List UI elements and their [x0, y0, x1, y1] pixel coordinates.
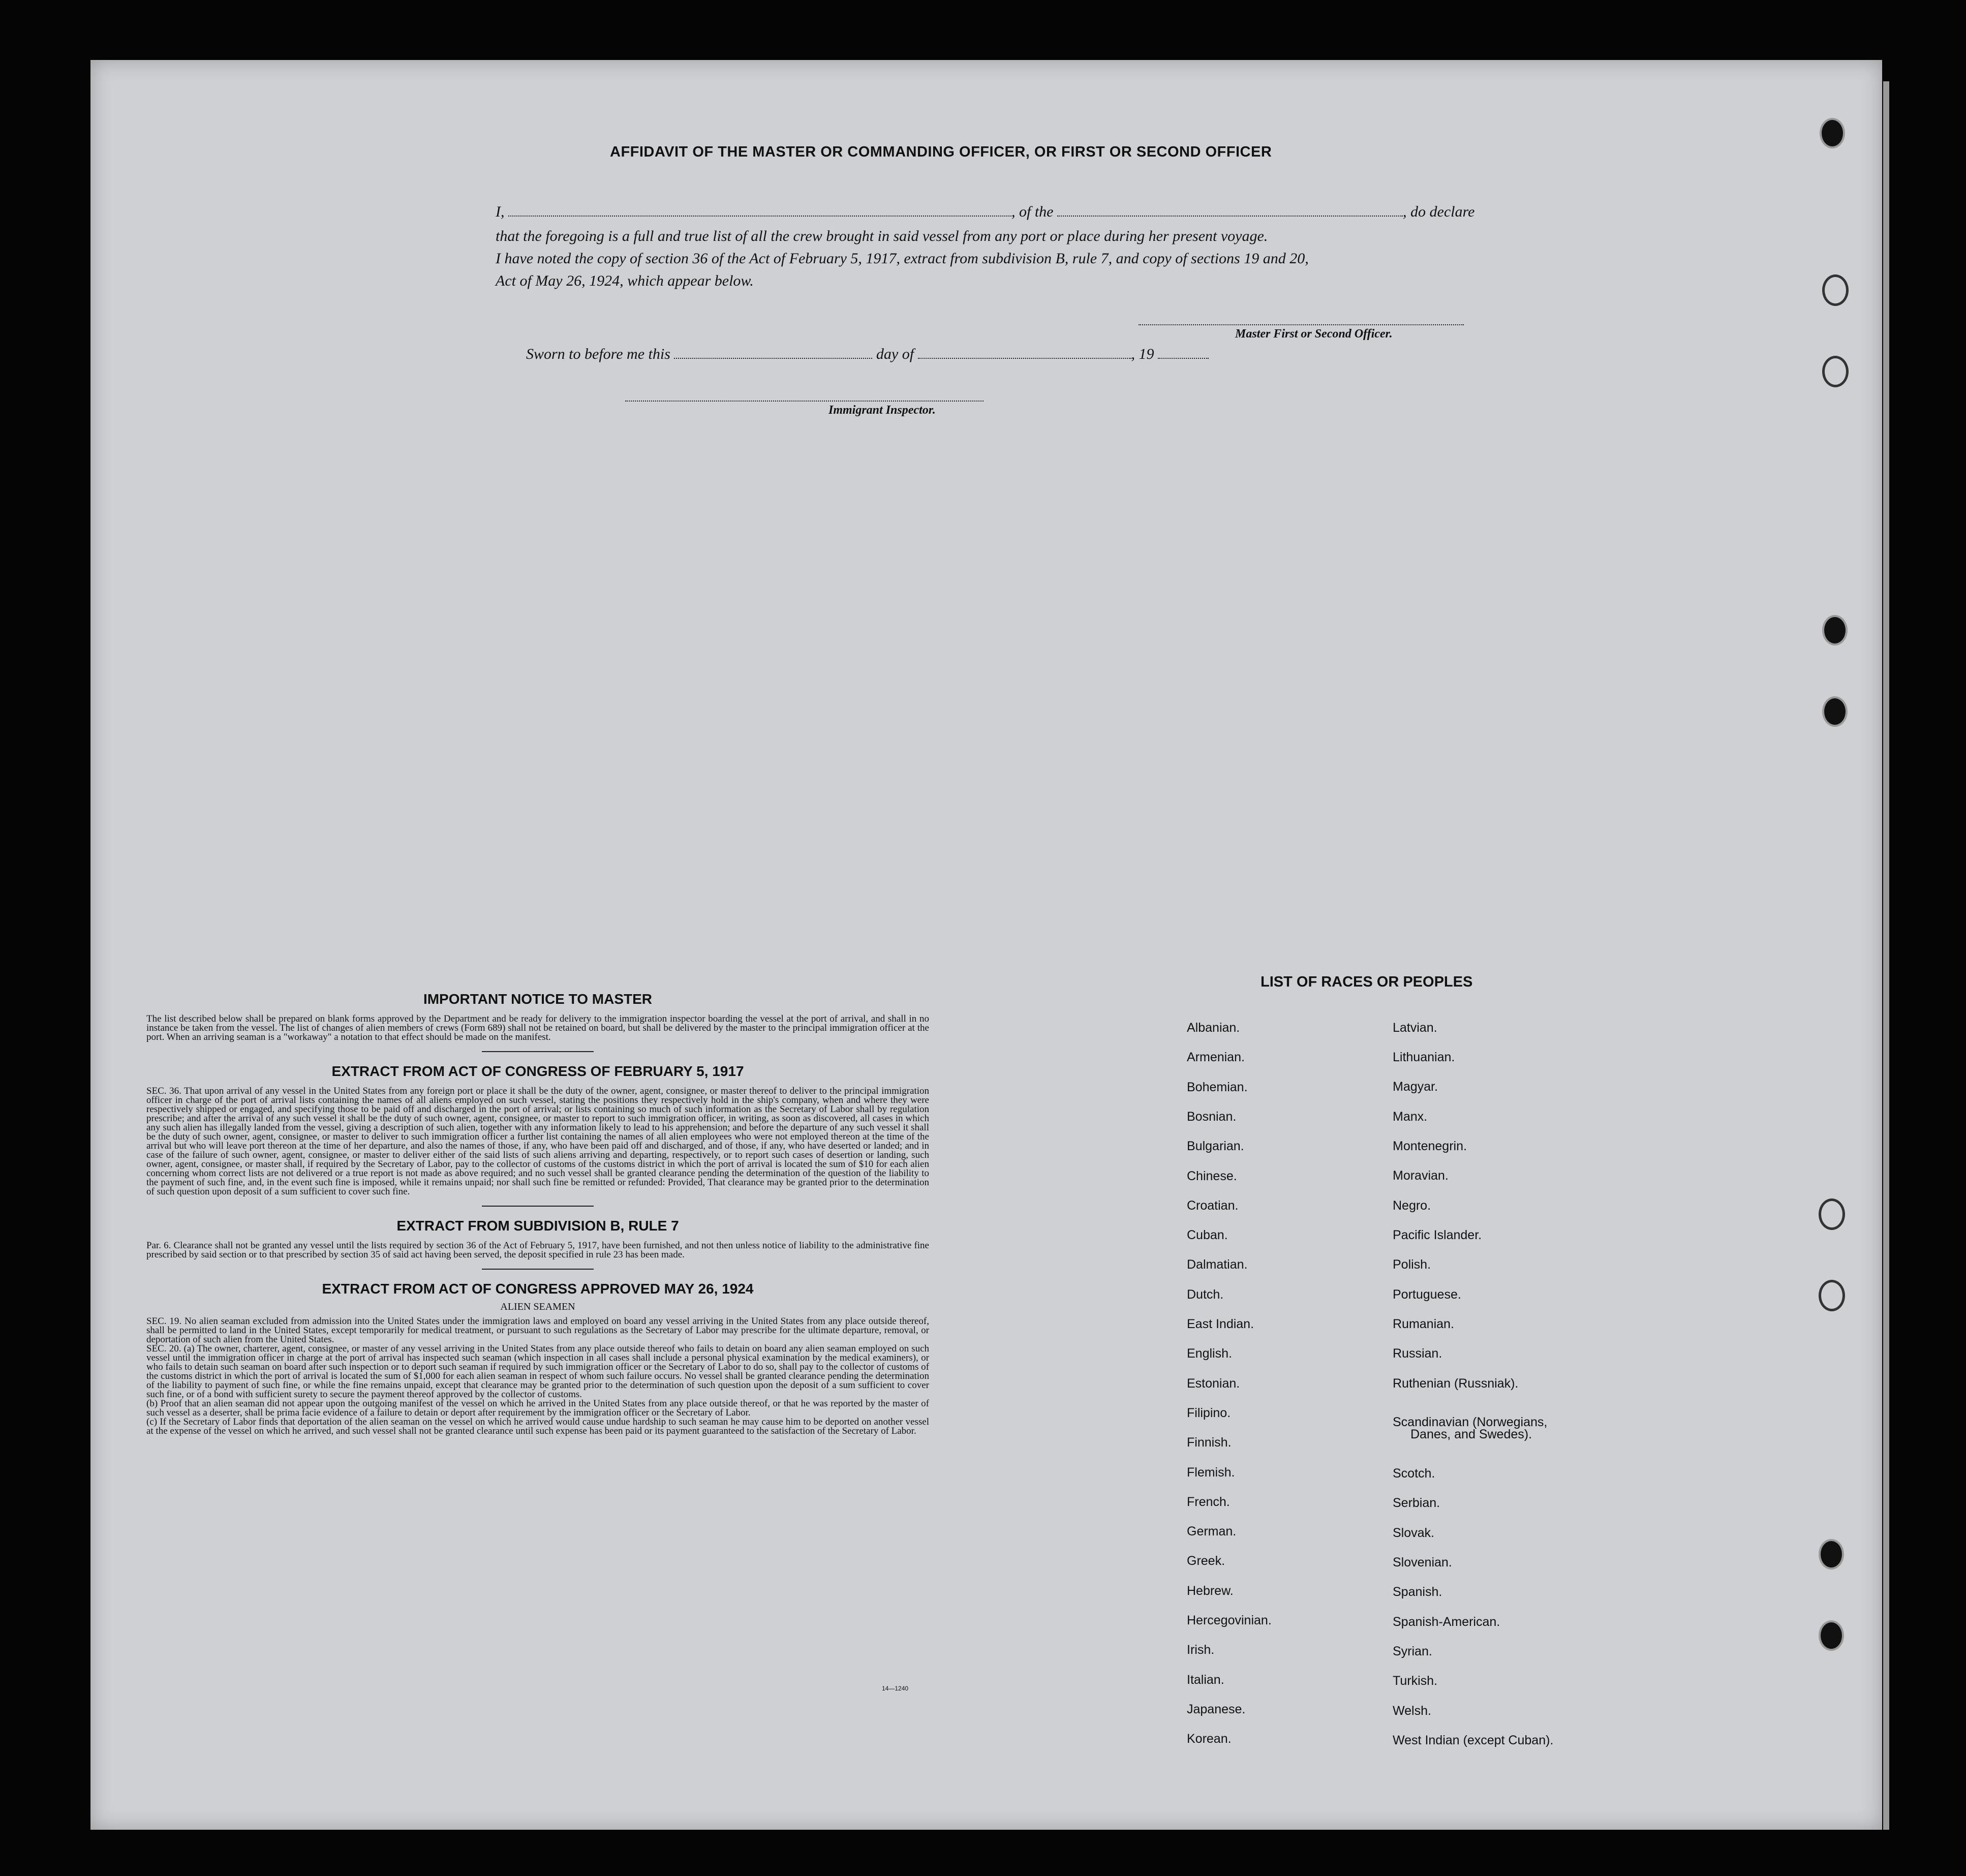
race-item: Russian.	[1393, 1346, 1442, 1361]
sworn-line	[526, 346, 1209, 363]
race-item: Scandinavian (Norwegians,	[1393, 1415, 1548, 1429]
sworn-year-label: , 19	[1131, 346, 1154, 362]
punch-hole-7	[1819, 1280, 1845, 1311]
race-item: Albanian.	[1187, 1021, 1240, 1035]
race-item: Slovenian.	[1393, 1555, 1452, 1570]
sec20c-text: (c) If the Secretary of Labor finds that deportation of the alien seaman on the vessel on which he arrived would cause undue hardship to such seaman he may cause him to be deported on another vessel at the expense of the vessel on which he arrived, and such vessel shall not be granted clearance until such expense has been paid or its payment guaranteed to the satisfaction of the Secretary of Labor.	[146, 1417, 929, 1436]
punch-hole-9	[1819, 1620, 1844, 1651]
race-item: Welsh.	[1393, 1704, 1431, 1718]
race-item: Rumanian.	[1393, 1317, 1454, 1331]
race-item: Hercegovinian.	[1187, 1613, 1272, 1627]
race-item: Flemish.	[1187, 1465, 1235, 1480]
punch-hole-8	[1819, 1539, 1844, 1570]
inspector-signature-label: Immigrant Inspector.	[828, 404, 936, 417]
vessel-blank[interactable]	[1057, 206, 1403, 217]
race-item: Portuguese.	[1393, 1287, 1461, 1302]
divider	[482, 1206, 594, 1207]
affidavit-line-3: I have noted the copy of section 36 of the Act of February 5, 1917, extract from subdivision B, rule 7, and copy of sections 19 and 20,	[496, 250, 1309, 267]
extract-1917-title: EXTRACT FROM ACT OF CONGRESS OF FEBRUARY 5, 1917	[331, 1063, 744, 1079]
race-item: Negro.	[1393, 1198, 1431, 1213]
race-item: German.	[1187, 1524, 1237, 1539]
race-item: Montenegrin.	[1393, 1139, 1467, 1153]
race-item: Irish.	[1187, 1643, 1215, 1657]
race-item: Greek.	[1187, 1554, 1225, 1569]
race-item: English.	[1187, 1346, 1232, 1361]
race-item: East Indian.	[1187, 1317, 1254, 1331]
race-item: Spanish-American.	[1393, 1615, 1500, 1629]
affidavit-declaration-line	[496, 203, 1474, 221]
notice-title: IMPORTANT NOTICE TO MASTER	[423, 991, 653, 1007]
sworn-prefix: Sworn to before me this	[526, 346, 670, 362]
extract-1917-body: SEC. 36. That upon arrival of any vessel in the United States from any foreign port or place it shall be the duty of the owner, agent, consignee, or master thereof to deliver to the principal immigration officer in charge of the port of arrival lists containing the names of all aliens employed on such vessel, stating the positions they respectively hold in the ship's company, when and where they were respectively shipped or engaged, and specifying those to be paid off and discharged in the port of arrival; or lists containing so much of such information as the Secretary of Labor shall by regulation prescribe; and after the arrival of any such vessel it shall be the duty of such owner, agent, consignee, or master to report to such immigration officer, in writing, as soon as discovered, all cases in which any such alien has illegally landed from the vessel, giving a description of such alien, together with any information likely to lead to his apprehension; and before the departure of any such vessel it shall be the duty of such owner, agent, consignee, or master to deliver to such immigration officer a further list containing the names of all alien employees who were not employed thereon at the time of the arrival but who will leave port thereon at the time of her departure, and also the names of those, if any, who have been paid off and discharged, and of those, if any, who have deserted or landed; and in case of the failure of such owner, agent, consignee, or master to deliver either of the said lists of such aliens arriving and departing, respectively, or to report such cases of desertion or landing, such owner, agent, consignee, or master shall, if required by the Secretary of Labor, pay to the collector of customs of the customs district in which the port of arrival is located the sum of $10 for each alien concerning whom correct lists are not delivered or a true report is not made as above required; and no such vessel shall be granted clearance pending the determination of the question of the liability to the payment of such fine, and, in the event such fine is imposed, while it remains unpaid; nor shall such fine be remitted or refunded: Provided, That clearance may be granted prior to the determination of such question upon deposit of a sum sufficient to cover such fine.	[146, 1086, 929, 1197]
race-item: Finnish.	[1187, 1435, 1232, 1450]
name-blank[interactable]	[508, 206, 1011, 217]
sworn-year-blank[interactable]	[1158, 349, 1209, 359]
extract-rule7-title: EXTRACT FROM SUBDIVISION B, RULE 7	[396, 1218, 679, 1234]
extract-rule7-body: Par. 6. Clearance shall not be granted any vessel until the lists required by section 36 of the Act of February 5, 1917, have been furnished, and not then unless notice of liability to the administrative fine prescribed by said section or to that prescribed by section 35 of said act having been served, the deposit specified in rule 23 has been made.	[146, 1240, 929, 1260]
race-item: Dalmatian.	[1187, 1257, 1248, 1272]
race-item: Ruthenian (Russniak).	[1393, 1376, 1519, 1391]
affidavit-i-label: I,	[496, 203, 505, 220]
race-item: Japanese.	[1187, 1702, 1246, 1716]
master-signature-label: Master First or Second Officer.	[1235, 327, 1393, 341]
race-scandinavian-line-2: Danes, and Swedes).	[1410, 1427, 1532, 1441]
do-declare-label: , do declare	[1403, 203, 1475, 220]
divider	[482, 1051, 594, 1052]
race-item: West Indian (except Cuban).	[1393, 1733, 1554, 1747]
sworn-day-blank[interactable]	[674, 349, 872, 359]
affidavit-line-2: that the foregoing is a full and true list of all the crew brought in said vessel from any port or place during her present voyage.	[496, 228, 1268, 244]
race-item: Lithuanian.	[1393, 1050, 1455, 1064]
punch-hole-1	[1820, 118, 1845, 148]
sworn-day-of: day of	[876, 346, 914, 362]
race-item: Scotch.	[1393, 1466, 1435, 1481]
race-item: Pacific Islander.	[1393, 1228, 1482, 1242]
race-item: Slovak.	[1393, 1526, 1434, 1540]
race-item: Turkish.	[1393, 1674, 1437, 1688]
race-item: Syrian.	[1393, 1644, 1432, 1658]
race-item: Italian.	[1187, 1672, 1224, 1687]
race-item: Latvian.	[1393, 1021, 1437, 1035]
race-item: Korean.	[1187, 1732, 1232, 1746]
race-item: Dutch.	[1187, 1287, 1224, 1302]
race-item: Filipino.	[1187, 1405, 1231, 1420]
punch-hole-3	[1822, 356, 1849, 387]
race-item: Moravian.	[1393, 1168, 1449, 1183]
master-signature-line[interactable]	[1139, 324, 1464, 325]
race-item: French.	[1187, 1494, 1230, 1509]
sec19-text: SEC. 19. No alien seaman excluded from admission into the United States under the immigration laws and employed on board any vessel arriving in the United States from any place outside thereof, shall be permitted to land in the United States, except temporarily for medical treatment, or pursuant to such regulations as the Secretary of Labor may prescribe for the ultimate departure, removal, or deportation of such alien from the United States.	[146, 1316, 929, 1345]
races-title: LIST OF RACES OR PEOPLES	[1261, 974, 1473, 990]
notice-section	[146, 991, 929, 1436]
race-item: Chinese.	[1187, 1168, 1237, 1183]
sec20a-text: SEC. 20. (a) The owner, charterer, agent, consignee, or master of any vessel arriving in the United States from any place outside thereof who fails to detain on board any alien seaman employed on such vessel until the immigration officer in charge at the port of arrival has inspected such seaman (which inspection in all cases shall include a personal physical examination by the medical examiners), or who fails to detain such seaman on board after such inspection or to deport such seaman if required by such immigration officer or the Secretary of Labor to do so, shall pay to the collector of customs of the customs district in which the port of arrival is located the sum of $1,000 for each alien seaman in respect of whom such failure occurs. No vessel shall be granted clearance pending the determination of the liability to payment of such fine, or while the fine remains unpaid, except that clearance may be granted prior to the determination of such question upon the deposit of a sum sufficient to cover such fine, or of a bond with sufficient surety to secure the payment thereof approved by the collector of customs.	[146, 1343, 929, 1400]
form-number: 14—1240	[882, 1685, 909, 1692]
of-the-label: , of the	[1011, 203, 1054, 220]
manifest-page	[90, 60, 1882, 1830]
race-item: Cuban.	[1187, 1228, 1228, 1243]
punch-hole-2	[1822, 274, 1849, 306]
punch-hole-5	[1822, 696, 1848, 727]
race-item: Manx.	[1393, 1110, 1428, 1124]
race-item: Polish.	[1393, 1257, 1431, 1272]
race-item: Magyar.	[1393, 1080, 1438, 1094]
inspector-signature-line[interactable]	[625, 401, 984, 402]
punch-hole-4	[1822, 615, 1848, 645]
alien-seamen-subtitle: ALIEN SEAMEN	[500, 1301, 575, 1312]
punch-hole-6	[1819, 1198, 1845, 1230]
race-item: Hebrew.	[1187, 1583, 1234, 1598]
page-edge	[1883, 81, 1889, 1830]
race-item: Armenian.	[1187, 1050, 1245, 1065]
affidavit-line-4: Act of May 26, 1924, which appear below.	[496, 272, 754, 289]
extract-1924-title: EXTRACT FROM ACT OF CONGRESS APPROVED MAY 26, 1924	[322, 1281, 754, 1297]
race-item: Estonian.	[1187, 1376, 1240, 1391]
race-item: Serbian.	[1393, 1496, 1440, 1510]
affidavit-title: AFFIDAVIT OF THE MASTER OR COMMANDING OFFICER, OR FIRST OR SECOND OFFICER	[610, 144, 1272, 160]
race-item: Bulgarian.	[1187, 1139, 1244, 1154]
race-item: Bosnian.	[1187, 1109, 1237, 1124]
sec20b-text: (b) Proof that an alien seaman did not appear upon the outgoing manifest of the vessel on which he arrived in the United States from any place outside thereof, or that he was reported by the master of such vessel as a deserter, shall be prima facie evidence of a failure to detain or deport after requirement by the immigration officer or the Secretary of Labor.	[146, 1398, 929, 1418]
race-item: Spanish.	[1393, 1585, 1442, 1599]
divider	[482, 1269, 594, 1270]
race-item: Croatian.	[1187, 1198, 1239, 1213]
sworn-month-blank[interactable]	[918, 349, 1131, 359]
race-item: Bohemian.	[1187, 1080, 1248, 1094]
notice-body: The list described below shall be prepared on blank forms approved by the Department and be ready for delivery to the immigration inspector boarding the vessel at the port of arrival, and shall in no instance be taken from the vessel. The list of changes of alien members of crews (Form 689) shall not be retained on board, but shall be delivered by the master to the principal immigration officer at the port. When an arriving seaman is a "workaway" a notation to that effect should be made on the manifest.	[146, 1013, 929, 1042]
